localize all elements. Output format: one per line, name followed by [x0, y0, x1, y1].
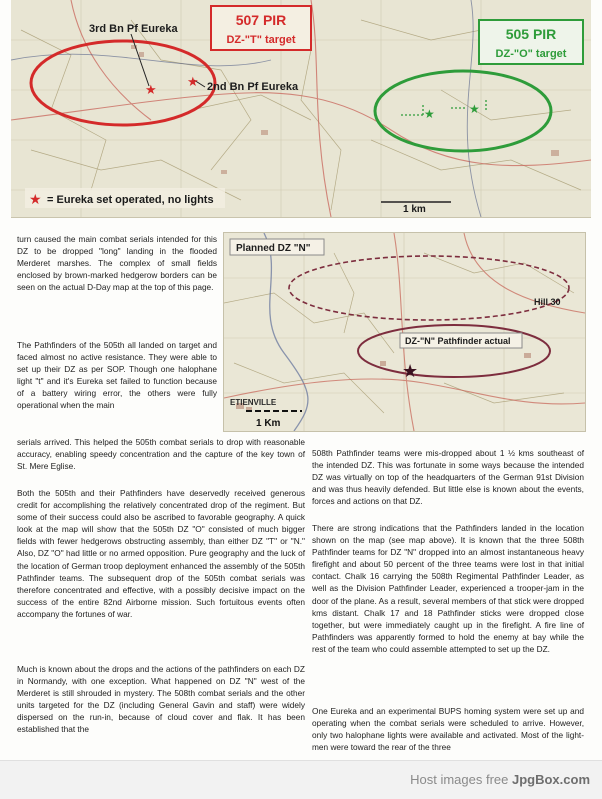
host-footer-link[interactable]	[410, 772, 590, 787]
hill-30-label: Hill 30	[534, 297, 561, 307]
box-507-sub: DZ-"T" target	[226, 34, 296, 46]
top-scale-label: 1 km	[403, 204, 426, 215]
paragraph-1: turn caused the main combat serials intended for this DZ to be dropped "long" landing in the flooded Merderet marshes. The complex of small fields enclosed by brown-marked hedgerow borders can be seen on the actual D-Day map at the top of this page.	[17, 234, 217, 293]
footer-brand: JpgBox.com	[511, 772, 590, 787]
paragraph-6: There are strong indications that the Pathfinders landed in the location shown on the map (see map above). It is known that the three 508th Pathfinder teams for DZ "N" dropped into an almost instantaneous heavy firefight and about 50 percent of the three teams were lost in that initial contact. Chalk 16 carrying the 508th Regimental Pathfinder Leader, as well as the Division Pathfinder Leader, experienced a trooper-jam in the door of the plane. As a result, several members of that stick were dropped kms distant. Chalk 17 and 18 Pathfinder sticks were dropped close together, but were immediately caught up in the firefight. A fire line of Pathfinders was apparently formed to hold the enemy at bay while the rest of the team who could assemble attempted to set up the DZ.	[312, 523, 584, 654]
paragraph-3: Both the 505th and their Pathfinders have deservedly received generous credit for accomplishing the relatively concentrated drop of the regiment. But some of their success could also be ascribed to favorable geography. A quick look at the map will show that the 505th DZ "O" consisted of much bigger fields with fewer hedgerows obstructing assembly, than either DZ "T" or "N." Also, DZ "O" had little or no armed opposition. Pure geography and the luck of the location of German troop deployment enhanced the assembly of the 505th Pathfinder teams. The subsequent drop of the 505th combat serials was therefore concentrated and effective, with a possibly decisive impact on the success of the entire 82nd Airborne mission. Such fortuitous events often accompany the fortunes of war.	[17, 488, 305, 619]
paragraph-2: The Pathfinders of the 505th all landed on target and faced almost no active resistance. They were able to set up their DZ as per SOP. Though one halophane light "t" and it's Eureka set failed to function because of a battery wiring error, the others were fully operational when the main	[17, 340, 217, 411]
label-3rd-bn: 3rd Bn Pf Eureka	[89, 23, 178, 35]
footer-prefix: Host images free	[410, 772, 512, 787]
paragraph-5: 508th Pathfinder teams were mis-dropped about 1 ½ kms southeast of the intended DZ. This was fortunate in some ways because the intended DZ was virtually on top of the headquarters of the German 91st Division and was thus heavily defended. But little else is known about the events, forces and actions on that DZ.	[312, 448, 584, 507]
mid-scale-label: 1 Km	[256, 418, 281, 429]
pathfinder-actual-star: ★	[402, 361, 419, 381]
paragraph-4: Much is known about the drops and the actions of the pathfinders on each DZ in Normandy, with one exception. What happened on DZ "N" west of the Merderet is still shrouded in mystery. The 508th combat serials and the other units targeted for the DZ (including General Gavin and staff) were widely dispersed on the run-in, because of cloud cover and flak. It has been established that the	[17, 664, 305, 735]
legend-text: = Eureka set operated, no lights	[47, 194, 214, 206]
eureka-star-2nd-bn: ★	[187, 74, 199, 89]
mid-map-graphic	[224, 233, 585, 431]
legend-star-icon: ★	[29, 191, 42, 207]
box-505-sub: DZ-"O" target	[495, 48, 567, 60]
box-505-title: 505 PIR	[505, 26, 557, 42]
eureka-star-green-1: ★	[424, 107, 435, 121]
mid-map	[223, 232, 586, 432]
paragraph-7: One Eureka and an experimental BUPS homing system were set up and operating when the combat serials were scheduled to arrive. However, only two halophane lights were available and activated. Most of the light-men were toward the rear of the three	[312, 706, 584, 753]
label-2nd-bn: 2nd Bn Pf Eureka	[207, 81, 299, 93]
eureka-star-3rd-bn: ★	[145, 82, 157, 97]
host-footer-bar	[0, 760, 602, 799]
top-map	[11, 0, 591, 218]
planned-dz-label: Planned DZ "N"	[236, 243, 311, 254]
top-map-graphic	[11, 0, 591, 217]
town-label: ETIENVILLE	[230, 398, 277, 407]
actual-dz-label: DZ-"N" Pathfinder actual	[405, 336, 511, 346]
eureka-star-green-2: ★	[469, 102, 480, 116]
box-507-title: 507 PIR	[235, 12, 287, 28]
paragraph-2-continued: serials arrived. This helped the 505th combat serials to drop with reasonable accuracy, enabling speedy concentration and the capture of the key town of St. Mere Eglise.	[17, 437, 305, 472]
